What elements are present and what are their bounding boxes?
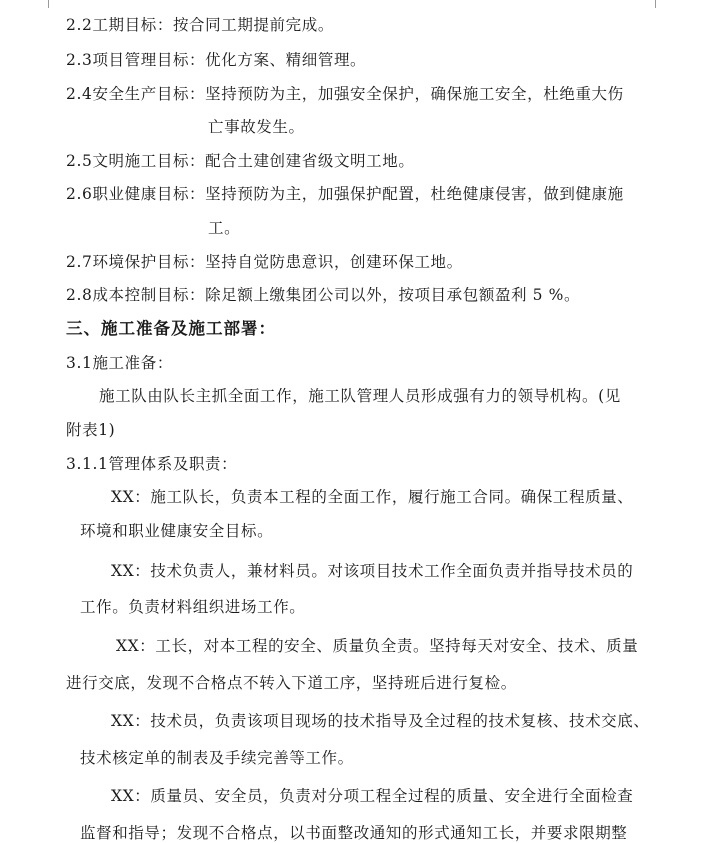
page-margin-mark-left [48,0,49,8]
role-team-leader-cont: 环境和职业健康安全目标。 [80,522,274,540]
section-3-heading: 三、施工准备及施工部署： [66,319,276,338]
goal-2-8-cost: 2.8成本控制目标：除足额上缴集团公司以外，按项目承包额盈利 5 %。 [66,286,581,304]
section-3-1-1-title: 3.1.1管理体系及职责： [66,455,238,473]
goal-2-4-safety: 2.4安全生产目标：坚持预防为主，加强安全保护，确保施工安全，杜绝重大伤 [66,85,624,103]
role-technical-lead-cont: 工作。负责材料组织进场工作。 [80,598,306,616]
goal-2-4-safety-cont: 亡事故发生。 [208,118,305,136]
goal-2-3-management: 2.3项目管理目标：优化方案、精细管理。 [66,51,367,69]
page-margin-mark-right [655,0,656,8]
role-quality-safety: XX：质量员、安全员，负责对分项工程全过程的质量、安全进行全面检查 [111,787,634,805]
role-technician: XX：技术员，负责该项目现场的技术指导及全过程的技术复核、技术交底、 [111,712,650,730]
goal-2-6-health-cont: 工。 [208,219,241,237]
role-quality-safety-cont: 监督和指导；发现不合格点，以书面整改通知的形式通知工长，并要求限期整 [80,824,628,842]
role-foreman-cont: 进行交底，发现不合格点不转入下道工序，坚持班后进行复检。 [66,674,517,692]
role-team-leader: XX：施工队长，负责本工程的全面工作，履行施工合同。确保工程质量、 [111,488,634,506]
section-3-1-paragraph: 施工队由队长主抓全面工作，施工队管理人员形成强有力的领导机构。(见 [99,387,621,405]
goal-2-6-health: 2.6职业健康目标：坚持预防为主，加强保护配置，杜绝健康侵害，做到健康施 [66,185,624,203]
goal-2-5-civilized: 2.5文明施工目标：配合土建创建省级文明工地。 [66,152,415,170]
role-foreman: XX：工长，对本工程的安全、质量负全责。坚持每天对安全、技术、质量 [116,637,639,655]
role-technician-cont: 技术核定单的制表及手续完善等工作。 [80,749,354,767]
section-3-1-paragraph-cont: 附表1) [66,421,116,439]
goal-2-7-environment: 2.7环境保护目标：坚持自觉防患意识，创建环保工地。 [66,253,463,271]
section-3-1-title: 3.1施工准备： [66,354,173,372]
goal-2-2-schedule: 2.2工期目标：按合同工期提前完成。 [66,16,334,34]
role-technical-lead: XX：技术负责人，兼材料员。对该项目技术工作全面负责并指导技术员的 [111,562,634,580]
